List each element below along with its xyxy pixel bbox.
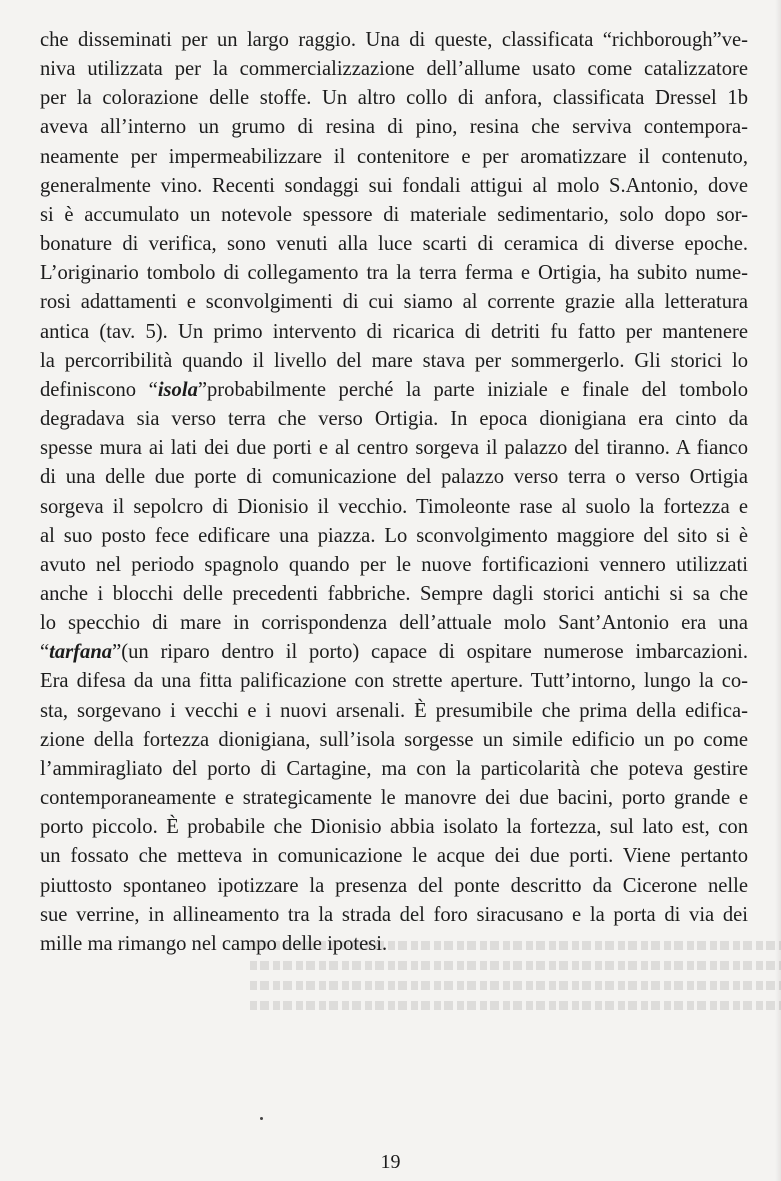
emphasized-term-tarfana: tarfana [49,641,113,664]
body-paragraph [40,26,748,959]
text-line: che disseminati per un largo raggio. Una di queste, classificata “richborough”ve- [40,29,748,51]
text-fragment: ”(un riparo dentro il porto) capace di ospitare numerose imbarcazioni. [112,641,748,664]
text-line: generalmente vino. Recenti sondaggi sui fondali attigui al molo S.Antonio, dove [40,174,748,197]
text-line: anche i blocchi delle precedenti fabbriche. Sempre dagli storici antichi si sa che [40,582,748,605]
text-line: piuttosto spontaneo ipotizzare la presenza del ponte descritto da Cicerone nelle [40,874,748,897]
text-line: spesse mura ai lati dei due porti e al centro sorgeva il palazzo del tiranno. A fianco [40,437,748,460]
text-line: L’originario tombolo di collegamento tra la terra ferma e Ortigia, ha subito nume- [40,262,748,285]
text-line: avuto nel periodo spagnolo quando per le nuove fortificazioni vennero utilizzati [40,553,748,576]
text-line-with-emphasis [40,638,748,667]
page-number: 19 [380,1151,401,1173]
text-line: neamente per impermeabilizzare il contenitore e per aromatizzare il contenuto, [40,145,748,168]
text-line: Era difesa da una fitta palificazione con strette aperture. Tutt’intorno, lungo la co- [40,670,748,693]
text-line: per la colorazione delle stoffe. Un altro collo di anfora, classificata Dressel 1b [40,87,748,110]
emphasized-term-isola: isola [157,378,198,401]
text-line: zione della fortezza dionigiana, sull’isola sorgesse un simile edificio un po come [40,728,748,751]
text-line: al suo posto fece edificare una piazza. Lo sconvolgimento maggiore del sito si è [40,524,748,547]
text-line: la percorribilità quando il livello del mare stava per sommergerlo. Gli storici lo [40,349,748,372]
text-line: lo specchio di mare in corrispondenza dell’attuale molo Sant’Antonio era una [40,612,748,635]
text-line: degradava sia verso terra che verso Ortigia. In epoca dionigiana era cinto da [40,408,748,431]
text-fragment: definiscono “ [40,378,158,401]
text-line: si è accumulato un notevole spessore di materiale sedimentario, solo dopo sor- [40,203,748,226]
text-fragment: ”probabilmente perché la parte iniziale e finale del tombolo [197,378,748,401]
text-fragment: “ [40,641,50,664]
text-line: niva utilizzata per la commercializzazione dell’allume usato come catalizzatore [40,58,748,81]
text-line: un fossato che metteva in comunicazione le acque dei due porti. Viene pertanto [40,845,748,868]
text-line: l’ammiragliato del porto di Cartagine, ma con la particolarità che poteva gestire [40,757,748,780]
text-line-with-emphasis [40,376,748,405]
text-line: sue verrine, in allineamento tra la strada del foro siracusano e la porta di via dei [40,903,748,926]
speck-mark [260,1117,263,1120]
page-edge-shadow [775,0,781,1181]
text-line: antica (tav. 5). Un primo intervento di ricarica di detriti fu fatto per mantenere [40,320,748,343]
text-line: rosi adattamenti e sconvolgimenti di cui siamo al corrente grazie alla letteratura [40,291,748,314]
text-line: bonature di verifica, sono venuti alla luce scarti di ceramica di diverse epoche. [40,233,748,256]
text-line: porto piccolo. È probabile che Dionisio abbia isolato la fortezza, sul lato est, con [40,816,748,839]
text-line: sta, sorgevano i vecchi e i nuovi arsenali. È presumibile che prima della edifica- [40,699,748,722]
text-line: di una delle due porte di comunicazione del palazzo verso terra o verso Ortigia [40,466,748,489]
text-line: sorgeva il sepolcro di Dionisio il vecchio. Timoleonte rase al suolo la fortezza e [40,495,748,518]
text-line-last: mille ma rimango nel campo delle ipotesi. [40,932,388,955]
text-line: contemporaneamente e strategicamente le manovre dei due bacini, porto grande e [40,787,748,810]
text-line: aveva all’interno un grumo di resina di pino, resina che serviva contempora- [40,116,748,139]
